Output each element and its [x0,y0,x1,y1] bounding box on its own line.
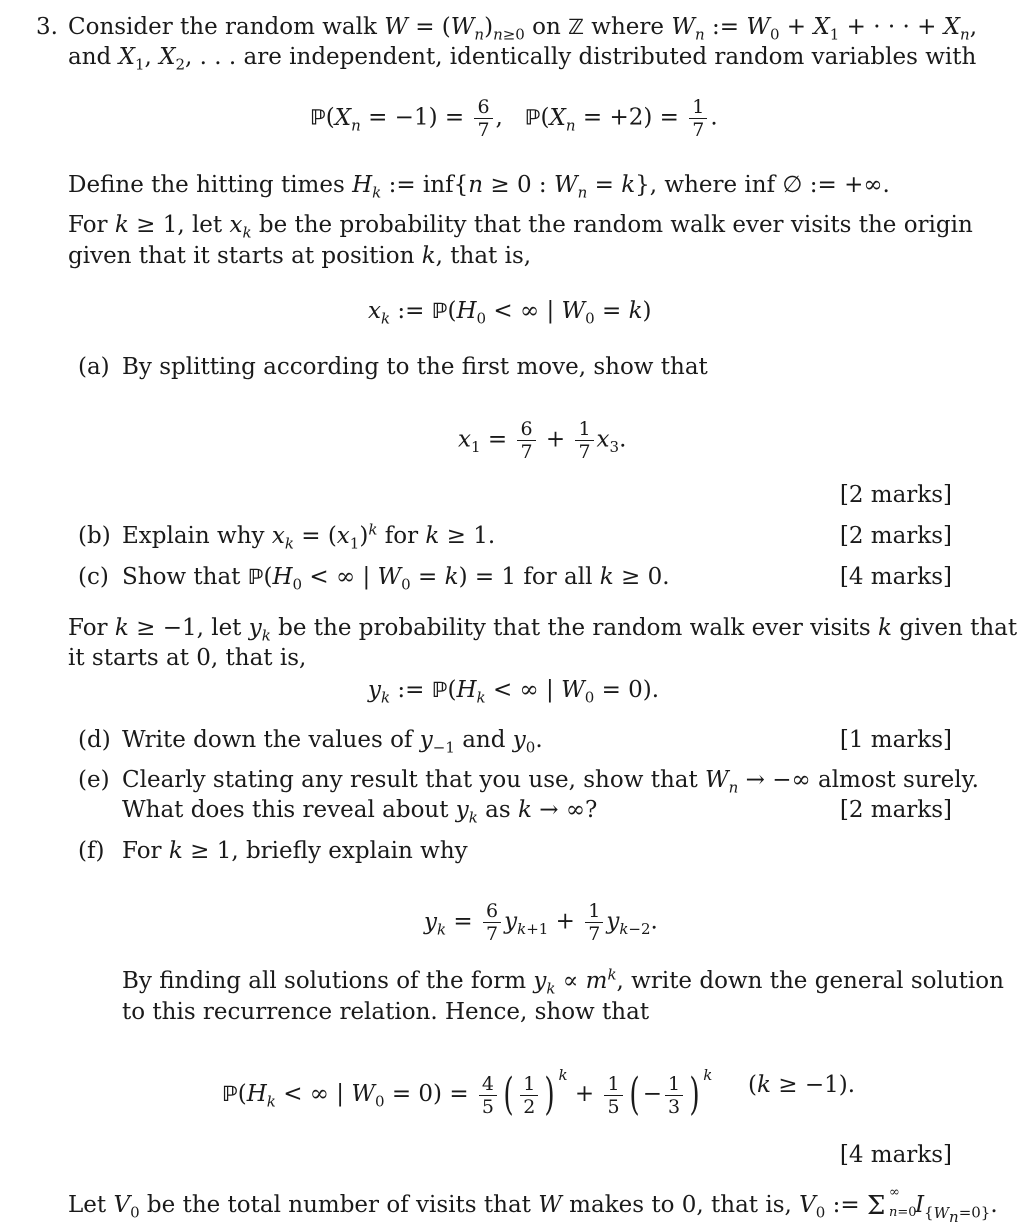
part-c-marks: [4 marks] [839,564,952,590]
part-f-label: (f) [78,838,105,864]
part-e-text-line-2: What does this reveal about $y_k$ as k → ∞? [122,797,598,827]
fraction: $\frac{6}{7}$ [483,900,501,945]
fraction: $\frac{1}{2}$ [520,1073,538,1118]
part-f-recurrence: $y_k$ = $\frac{6}{7}$ $y_{k+1}$ + $\frac{1}{7}$ $y_{k-2}$. [424,900,658,945]
part-e-text-line-1: Clearly stating any result that you use, show that $W_n$ → −∞ almost surely. [122,767,979,797]
intro-line-1: Consider the random walk $W = (W_n)_{n\ge 0}$ on ℤ where $W_n$ := $W_0 + X_1$ + · · · + $X_n$, [68,14,978,44]
part-a-label: (a) [78,354,110,380]
fraction: $\frac{1}{7}$ [575,418,593,463]
part-a-formula: $x_1$ = $\frac{6}{7}$ + $\frac{1}{7}$ $x_3$. [458,418,627,463]
part-b-text: Explain why $x_k = (x_1)^k$ for k ≥ 1. [122,520,496,553]
xk-intro-line-2: given that it starts at position k, that is, [68,243,532,269]
question-number: 3. [36,14,58,40]
yk-intro-line-2: it starts at 0, that is, [68,645,307,671]
part-f-marks: [4 marks] [839,1142,952,1168]
fraction: $\frac{4}{5}$ [479,1073,497,1118]
v0-definition: Let $V_0$ be the total number of visits that W makes to 0, that is, $V_0$ := Σ ∞ n=0 $I_{\{W_n=0\}}$. [68,1185,998,1226]
fraction: $\frac{1}{7}$ [585,900,603,945]
hitting-time-definition: Define the hitting times $H_k$ := inf{n ≥ 0 : $W_n = k$}, where inf ∅ := +∞. [68,172,890,202]
part-f-result-condition: (k ≥ −1). [748,1072,856,1098]
xk-definition: $x_k$ := $ℙ(H_0$ < ∞ | $W_0 = k$) [368,298,652,328]
part-e-marks: [2 marks] [839,797,952,823]
xk-intro-line-1: For k ≥ 1, let $x_k$ be the probability that the random walk ever visits the origin [68,212,973,242]
part-d-marks: [1 marks] [839,727,952,753]
fraction: $\frac{6}{7}$ [474,96,492,141]
part-f-result: $ℙ(H_k$ < ∞ | $W_0 = 0$) = $\frac{4}{5}$ ( $\frac{1}{2}$ ) k + $\frac{1}{5}$ ( − $\frac{1}{3}$ ) k [222,1066,713,1120]
fraction: $\frac{1}{3}$ [665,1073,683,1118]
part-c-text: Show that $ℙ(H_0$ < ∞ | $W_0 = k) = 1$ for all k ≥ 0. [122,564,670,594]
part-f-para-line-2: to this recurrence relation. Hence, show that [122,999,650,1025]
fraction: $\frac{1}{5}$ [604,1073,622,1118]
part-b-label: (b) [78,523,111,549]
sum-symbol: Σ ∞ n=0 [866,1185,917,1221]
part-a-marks: [2 marks] [839,482,952,508]
fraction: $\frac{6}{7}$ [517,418,535,463]
part-e-label: (e) [78,767,110,793]
intro-line-2: and $X_1$, $X_2$, . . . are independent, identically distributed random variables with [68,44,977,74]
yk-definition: $y_k$ := $ℙ(H_k$ < ∞ | $W_0 = 0$). [368,677,660,707]
part-d-text: Write down the values of $y_{-1}$ and $y_0$. [122,727,543,757]
fraction: $\frac{1}{7}$ [689,96,707,141]
part-d-label: (d) [78,727,111,753]
distribution-formula: $ℙ(X_n = -1)$ = $\frac{6}{7}$ , $ℙ(X_n = +2)$ = $\frac{1}{7}$ . [310,96,718,141]
part-a-text: By splitting according to the first move, show that [122,354,708,380]
part-f-para-line-1: By finding all solutions of the form $y_k \propto m^k$, write down the general solution [122,965,1004,998]
part-c-label: (c) [78,564,109,590]
part-b-marks: [2 marks] [839,523,952,549]
part-f-text: For k ≥ 1, briefly explain why [122,838,468,864]
yk-intro-line-1: For k ≥ −1, let $y_k$ be the probability that the random walk ever visits k given that [68,615,1017,645]
